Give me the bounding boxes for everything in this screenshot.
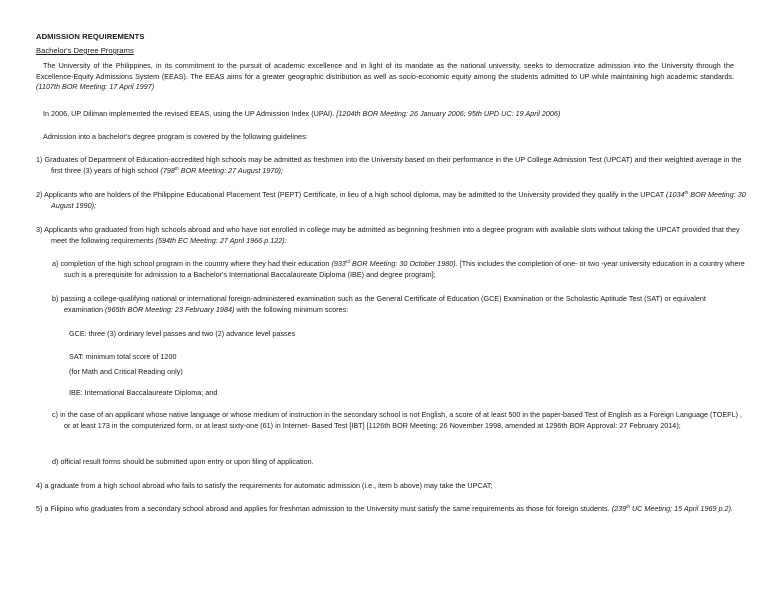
page-title: ADMISSION REQUIREMENTS <box>36 32 145 41</box>
sub-item-b <box>52 294 746 315</box>
list-item-2 <box>36 190 749 211</box>
guidelines-intro: Admission into a bachelor's degree program is covered by the following guidelines: <box>43 132 308 141</box>
list-item-reference: (594th EC Meeting: 27 April 1966 p.122): <box>155 235 287 245</box>
list-item-3 <box>36 225 749 246</box>
upai-text: In 2006, UP Diliman implemented the revised EEAS, using the UP Admission Index (UPAI). <box>43 109 335 118</box>
sat-note: (for Math and Critical Reading only) <box>69 367 183 376</box>
list-item-5 <box>36 504 749 515</box>
list-number: 5) <box>36 504 43 513</box>
list-item-text: Graduates of Department of Education-accredited high schools may be admitted as freshmen into the University based on their performance in the UP College Admission Test (UPCAT) and their weighted average in the first three (3) years of high school <box>44 155 742 175</box>
upai-reference: [1204th BOR Meeting: 26 January 2006; 95th UPD UC: 19 April 2006) <box>336 109 561 118</box>
intro-paragraph <box>36 61 734 93</box>
list-number: 1) <box>36 155 43 164</box>
sub-item-text: completion of the high school program in the country where they had their education <box>60 259 330 268</box>
sub-item-d <box>52 457 746 468</box>
list-item-reference: (1034th BOR Meeting: 30 August 1990); <box>51 190 746 210</box>
sub-item-label: a) <box>52 259 59 268</box>
sub-item-text-continued: [This includes the completion of one- or two -year university education in a country where such is a prerequisite for admission to a Bachelor's International Baccalaureate Diploma (IBE) and degree program]; <box>64 259 745 279</box>
list-item-text: a Filipino who graduates from a secondary school abroad and applies for freshman admission to the University must satisfy the same requirements as those for foreign students. <box>44 504 610 513</box>
sub-item-text: passing a college-qualifying national or international foreign-administered examination such as the General Certificate of Education (GCE) Examination or the Scholastic Aptitude Test (SAT) or equivalent examination <box>60 294 706 314</box>
ibe-score: IBE: International Baccalaureate Diploma; and <box>69 388 218 397</box>
gce-score: GCE: three (3) ordinary level passes and two (2) advance level passes <box>69 329 296 338</box>
list-item-4 <box>36 481 749 492</box>
list-item-reference: (798th BOR Meeting: 27 August 1970); <box>160 165 283 175</box>
list-number: 2) <box>36 190 43 199</box>
sub-item-label: c) <box>52 410 59 419</box>
sub-item-label: b) <box>52 294 59 303</box>
sub-item-reference: (965th BOR Meeting: 23 February 1984) <box>105 304 235 314</box>
sub-item-text: in the case of an applicant whose native language or whose medium of instruction in the secondary school is not English, a score of at least 500 in the paper-based Test of English as a Foreign Language (TOEFL) , or at least 173 in the computerized form, or at least sixty-one (61) in Internet- Based Test [IBT] [1126th BOR Meeting: 26 November 1998, amended at 1296th BOR Approval: 27 February 2014); <box>60 410 743 430</box>
list-item-text: a graduate from a high school abroad who fails to satisfy the requirements for automatic admission (i.e., item b above) may take the UPCAT; <box>44 481 493 490</box>
sat-score: SAT: minimum total score of 1200 <box>69 352 177 361</box>
list-number: 3) <box>36 225 43 234</box>
sub-item-text: official result forms should be submitted upon entry or upon filing of application. <box>60 457 314 466</box>
sub-item-a <box>52 259 746 280</box>
sub-item-c <box>52 410 746 431</box>
list-item-text: Applicants who are holders of the Philippine Educational Placement Test (PEPT) Certificate, in lieu of a high school diploma, may be admitted to the University provided they qualify in the UPCAT <box>44 190 664 199</box>
sub-item-reference: (933rd BOR Meeting: 30 October 1980). <box>331 259 458 268</box>
intro-text: The University of the Philippines, in its commitment to the pursuit of academic excellence and in light of its mandate as the national university, seeks to democratize admission into the University through the Excellence-Equity Admissions System (EEAS). The EEAS aims for a greater geographic distribution as well as socio-economic equity among the students admitted to UP while maintaining high academic standards. <box>36 61 734 81</box>
list-item-text: Applicants who graduated from high schools abroad and who have not enrolled in college may be admitted as beginning freshmen into a degree program with available slots without taking the UPCAT provided that they meet the following requirements <box>44 225 740 245</box>
sub-item-label: d) <box>52 457 59 466</box>
list-number: 4) <box>36 481 43 490</box>
list-item-1 <box>36 155 749 176</box>
sub-item-text-continued: with the following minimum scores: <box>236 304 349 314</box>
intro-reference: (1107th BOR Meeting: 17 April 1997) <box>36 82 155 91</box>
upai-paragraph <box>43 109 733 120</box>
section-subtitle: Bachelor's Degree Programs <box>36 46 134 55</box>
list-item-reference: (239th UC Meeting; 15 April 1969 p.2). <box>611 504 734 513</box>
